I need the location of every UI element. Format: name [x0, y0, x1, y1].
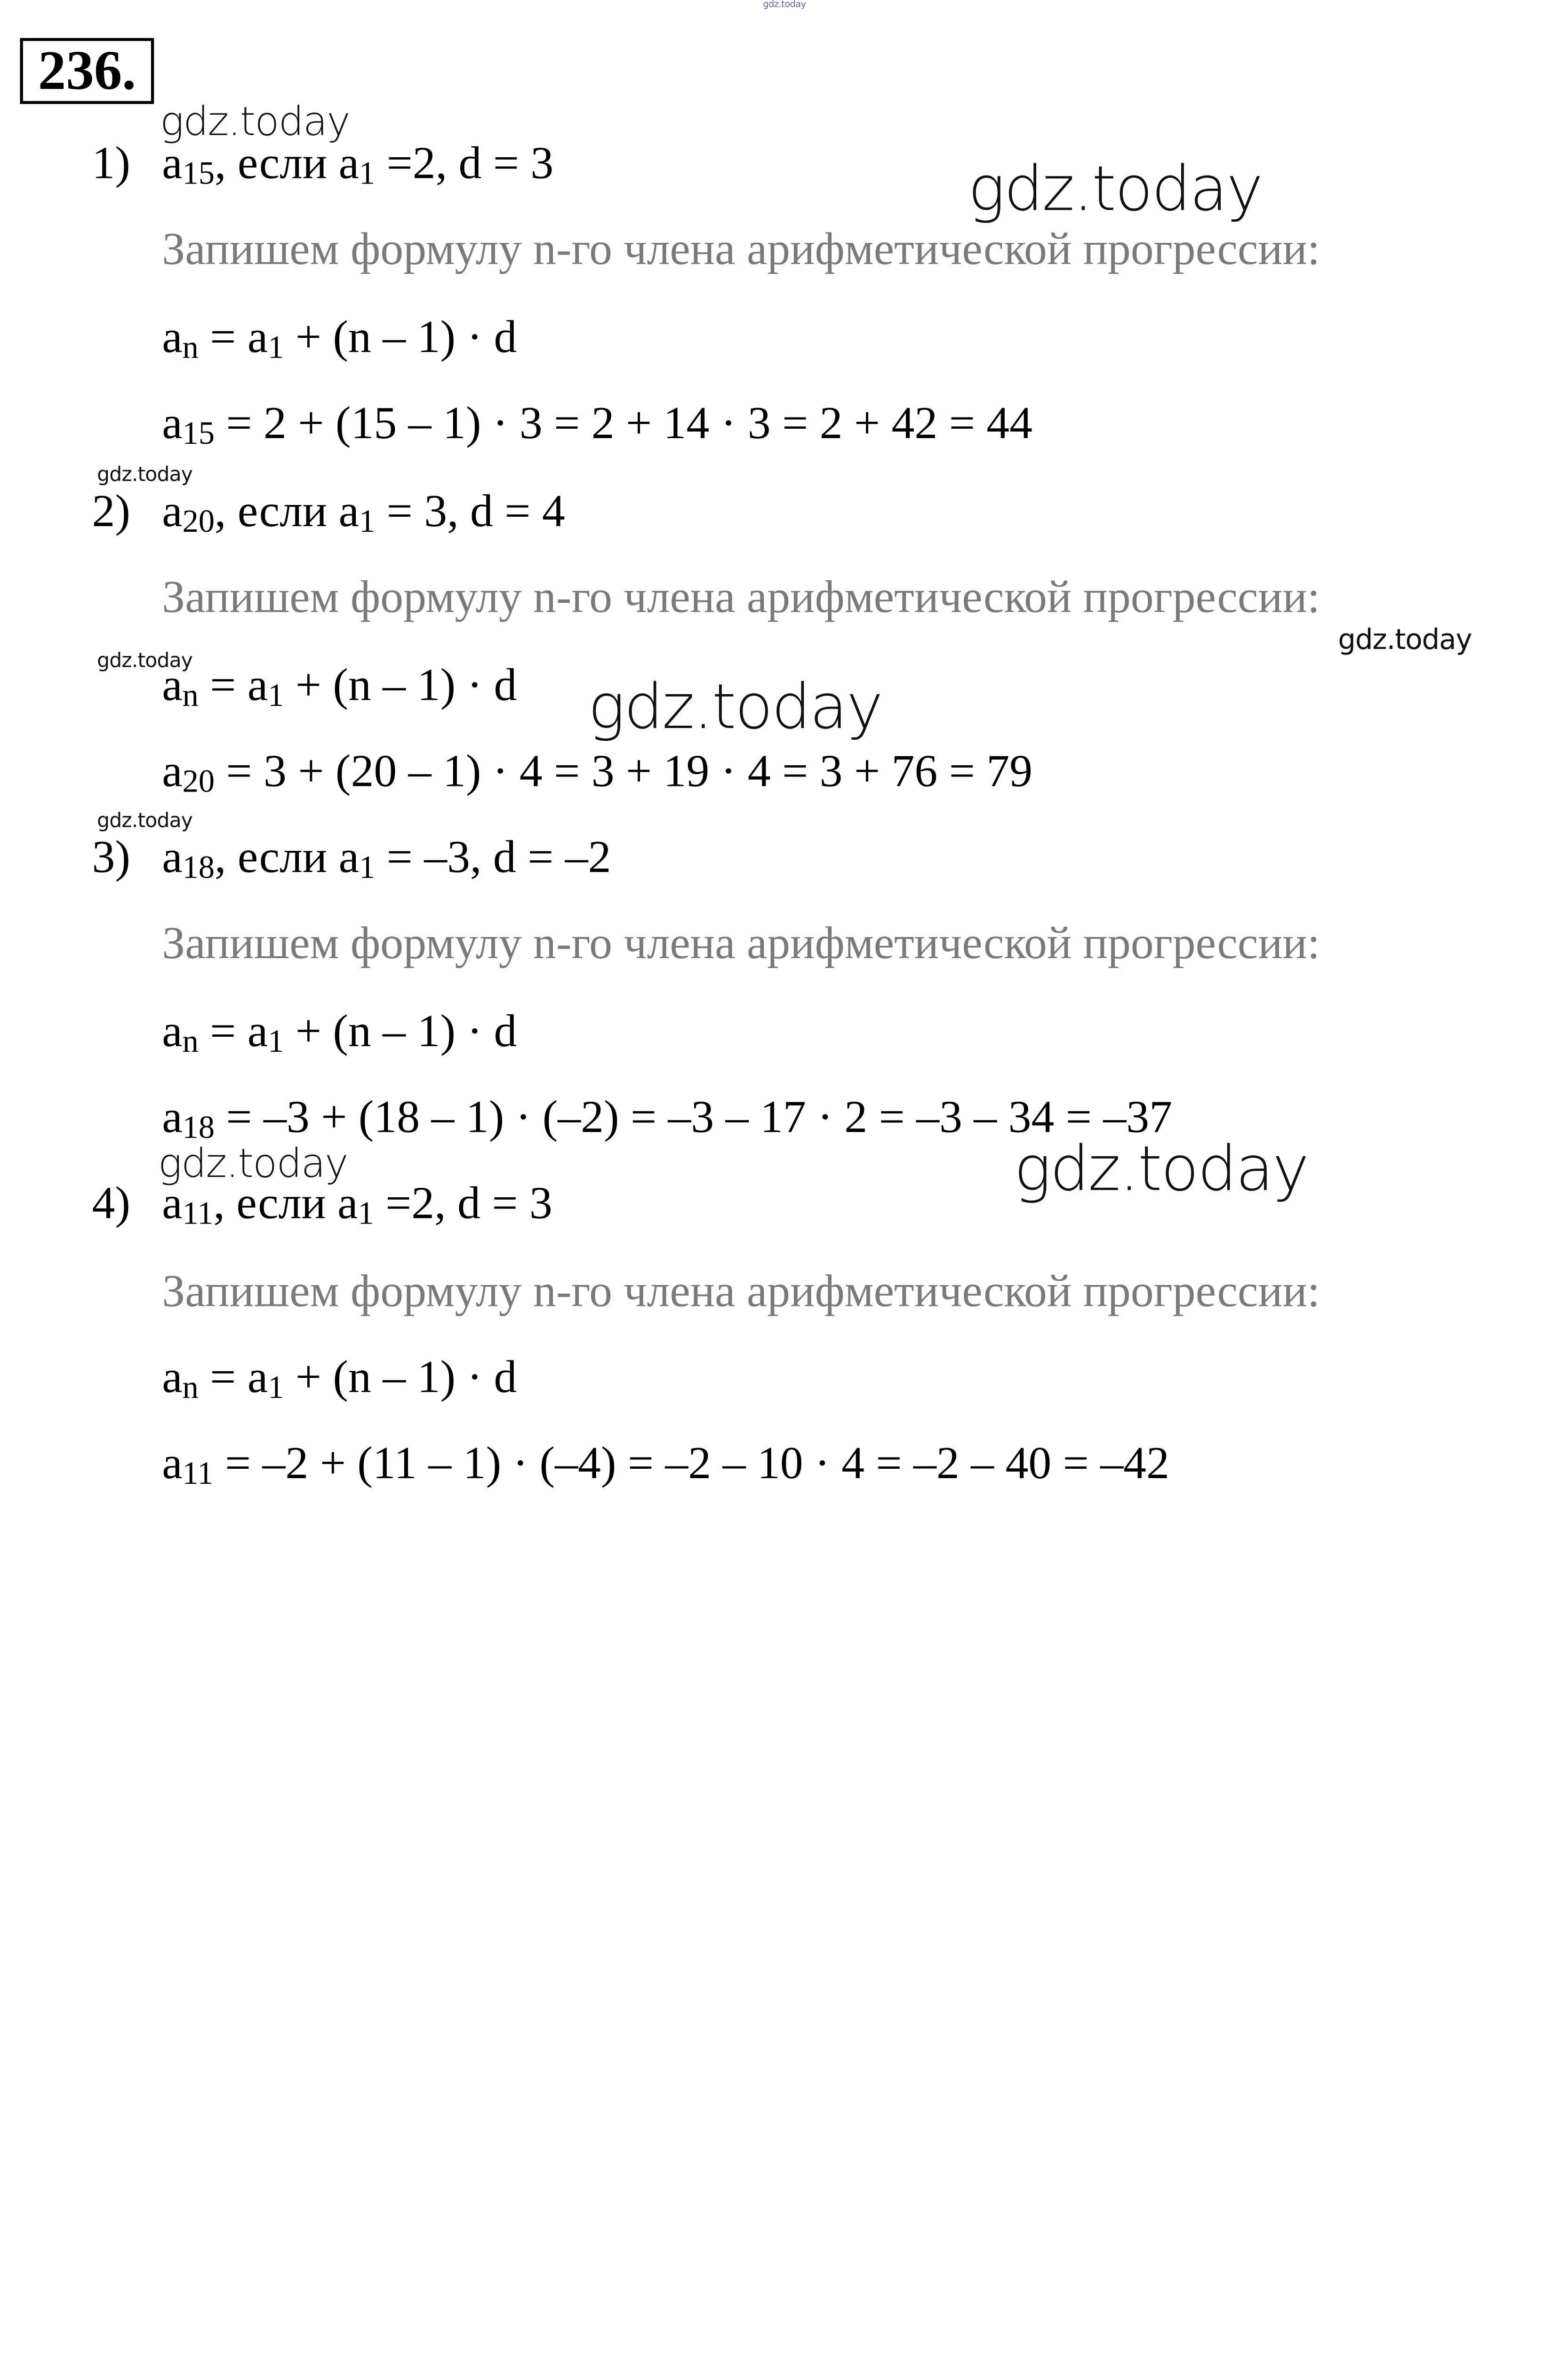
problem-number: 236.: [20, 38, 154, 104]
watermark: gdz.today: [97, 808, 193, 832]
part-statement-4: a11, если a1 =2, d = 3: [162, 1177, 552, 1231]
general-formula-1: an = a1 + (n – 1) · d: [162, 311, 517, 365]
part-description-1: Запишем формулу n-го члена арифметической прогрессии:: [162, 223, 1320, 274]
general-formula-4: an = a1 + (n – 1) · d: [162, 1351, 517, 1405]
part-number-4: 4): [92, 1177, 130, 1228]
part-number-1: 1): [92, 137, 130, 188]
watermark: gdz.today: [160, 99, 350, 145]
general-formula-3: an = a1 + (n – 1) · d: [162, 1005, 517, 1059]
part-statement-3: a18, если a1 = –3, d = –2: [162, 831, 611, 885]
watermark-top: gdz.today: [763, 0, 806, 10]
part-description-3: Запишем формулу n-го члена арифметической прогрессии:: [162, 917, 1320, 968]
calculation-2: a20 = 3 + (20 – 1) · 4 = 3 + 19 · 4 = 3 + 76 = 79: [162, 745, 1033, 799]
part-number-3: 3): [92, 831, 130, 882]
part-description-4: Запишем формулу n-го члена арифметической прогрессии:: [162, 1265, 1320, 1316]
part-statement-1: a15, если a1 =2, d = 3: [162, 137, 554, 191]
watermark: gdz.today: [968, 152, 1262, 225]
watermark: gdz.today: [97, 648, 193, 672]
watermark: gdz.today: [1338, 623, 1472, 656]
watermark: gdz.today: [158, 1141, 348, 1187]
calculation-4: a11 = –2 + (11 – 1) · (–4) = –2 – 10 · 4 = –2 – 40 = –42: [162, 1437, 1169, 1491]
calculation-1: a15 = 2 + (15 – 1) · 3 = 2 + 14 · 3 = 2 + 42 = 44: [162, 397, 1033, 451]
watermark: gdz.today: [1014, 1132, 1308, 1205]
general-formula-2: an = a1 + (n – 1) · d: [162, 659, 517, 713]
part-number-2: 2): [92, 485, 130, 536]
watermark: gdz.today: [588, 670, 882, 743]
part-statement-2: a20, если a1 = 3, d = 4: [162, 485, 565, 539]
part-description-2: Запишем формулу n-го члена арифметической прогрессии:: [162, 571, 1320, 622]
calculation-3: a18 = –3 + (18 – 1) · (–2) = –3 – 17 · 2 = –3 – 34 = –37: [162, 1091, 1172, 1145]
watermark: gdz.today: [97, 462, 193, 486]
